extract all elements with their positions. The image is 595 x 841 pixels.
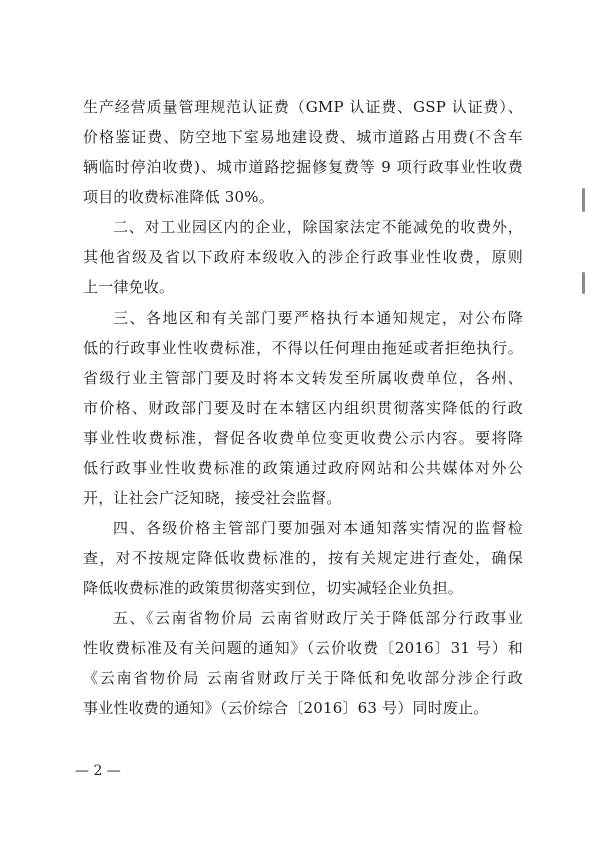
paragraph-4-line-2: 查，对不按规定降低收费标准的，按有关规定进行查处，确保 [83,549,523,567]
body-line-4: 项目的收费标准降低 30%。 [83,188,274,206]
paragraph-2-line-2: 其他省级及省以下政府本级收入的涉企行政事业性收费，原则 [83,248,523,266]
paragraph-5-line-4: 事业性收费的通知》（云价综合〔2016〕63 号）同时废止。 [83,699,489,717]
paragraph-3-line-6: 低行政事业性收费标准的政策通过政府网站和公共媒体对外公 [83,459,523,477]
paragraph-5-line-3: 《云南省物价局 云南省财政厅关于降低和免收部分涉企行政 [83,669,523,687]
paragraph-5-line-1: 五、《云南省物价局 云南省财政厅关于降低部分行政事业 [113,609,523,627]
paragraph-3-line-2: 低的行政事业性收费标准，不得以任何理由拖延或者拒绝执行。 [83,339,523,357]
paragraph-3-line-7: 开，让社会广泛知晓，接受社会监督。 [83,489,342,507]
paragraph-2-line-1: 二、对工业园区内的企业，除国家法定不能减免的收费外， [113,218,523,236]
paragraph-4-line-1: 四、各级价格主管部门要加强对本通知落实情况的监督检 [113,519,523,537]
scan-edge-mark [582,272,585,294]
paragraph-3-line-1: 三、各地区和有关部门要严格执行本通知规定，对公布降 [113,309,523,327]
paragraph-2-line-3: 上一律免收。 [83,278,175,296]
paragraph-5-line-2: 性收费标准及有关问题的通知》（云价收费〔2016〕31 号）和 [83,639,523,657]
scan-edge-mark [582,188,585,212]
body-line-2: 价格鉴证费、防空地下室易地建设费、城市道路占用费(不含车 [83,128,523,146]
paragraph-4-line-3: 降低收费标准的政策贯彻落实到位，切实减轻企业负担。 [83,579,464,597]
paragraph-3-line-4: 市价格、财政部门要及时在本辖区内组织贯彻落实降低的行政 [83,399,523,417]
page-number: — 2 — [75,763,121,779]
paragraph-3-line-5: 事业性收费标准，督促各收费单位变更收费公示内容。要将降 [83,429,523,447]
paragraph-3-line-3: 省级行业主管部门要及时将本文转发至所属收费单位，各州、 [83,369,523,387]
body-line-1: 生产经营质量管理规范认证费（GMP 认证费、GSP 认证费）、 [83,98,523,116]
body-line-3: 辆临时停泊收费)、城市道路挖掘修复费等 9 项行政事业性收费 [83,158,523,176]
